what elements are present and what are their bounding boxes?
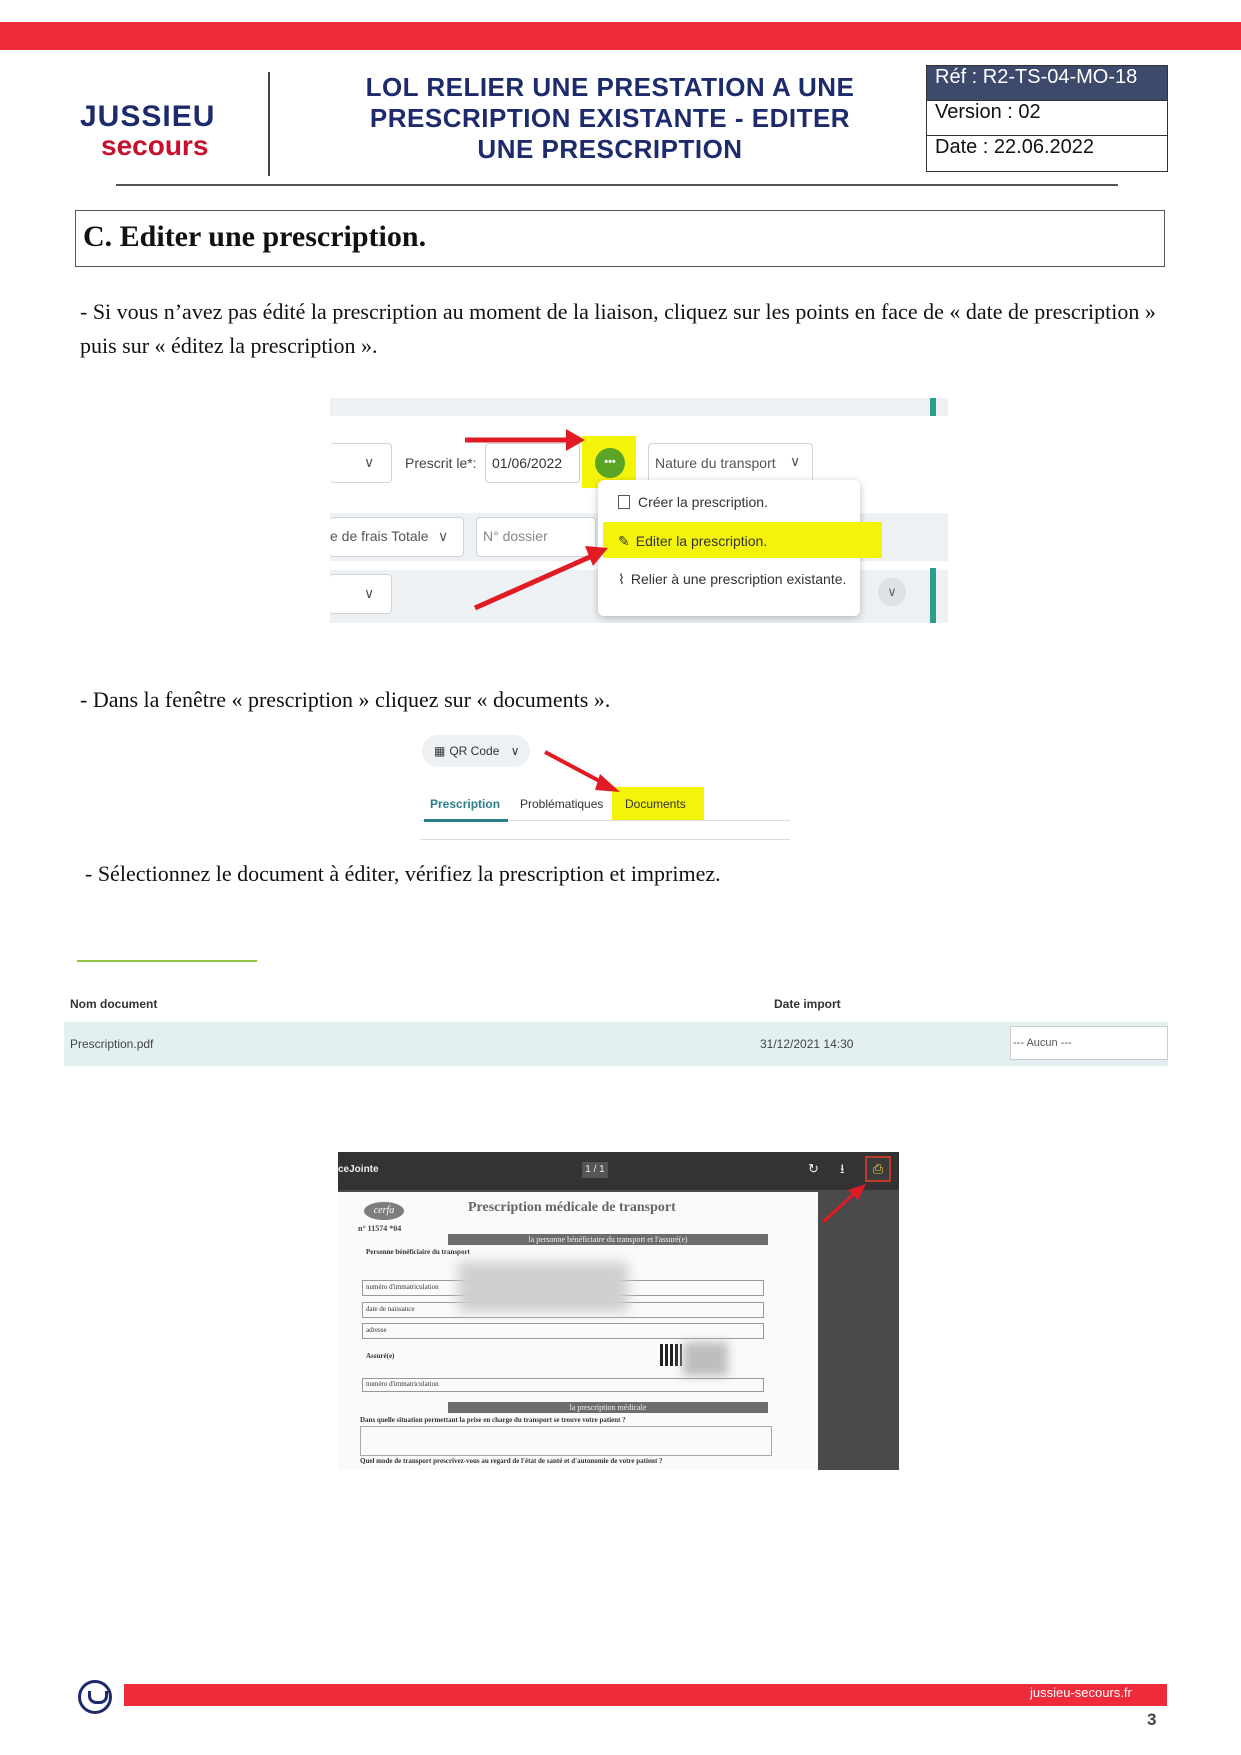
footer-url: jussieu-secours.fr	[1030, 1685, 1132, 1700]
step-3-text: - Sélectionnez le document à éditer, vérifiez la prescription et imprimez.	[85, 861, 721, 886]
screenshot-tabs	[420, 732, 790, 842]
column-header-name: Nom document	[70, 997, 158, 1011]
dossier-input[interactable]: N° dossier	[476, 517, 596, 557]
attachment-title: ceJointe	[338, 1164, 379, 1175]
menu-item-label: Editer la prescription.	[635, 533, 768, 549]
page-counter: 1 / 1	[582, 1162, 608, 1178]
section-title: C. Editer une prescription.	[83, 220, 427, 253]
form-field: numéro d'immatriculation	[366, 1380, 439, 1388]
blurred-area	[683, 1342, 728, 1376]
rotate-icon[interactable]: ↻	[808, 1161, 819, 1176]
arrow-to-documents	[545, 752, 605, 784]
qr-code-icon: ▦	[434, 744, 446, 758]
form-field: Assuré(e)	[366, 1352, 395, 1360]
tab-problematiques[interactable]: Problématiques	[520, 797, 604, 811]
document-date: 31/12/2021 14:30	[760, 1037, 854, 1051]
prescrit-label: Prescrit le*:	[405, 455, 477, 471]
pdf-page	[338, 1192, 818, 1470]
section-band-1: la personne bénéficiaire du transport et l'assuré(e)	[448, 1234, 768, 1245]
header-divider	[268, 72, 270, 176]
form-field: Personne bénéficiaire du transport	[366, 1248, 470, 1256]
green-underline	[77, 960, 257, 962]
document-name[interactable]: Prescription.pdf	[70, 1037, 154, 1051]
footer-logo-icon	[78, 1680, 112, 1714]
page-number: 3	[1147, 1710, 1157, 1729]
column-header-date: Date import	[774, 997, 841, 1011]
tab-documents[interactable]: Documents	[625, 797, 686, 811]
qr-code-image	[660, 1344, 682, 1366]
document-type-select[interactable]: --- Aucun ---	[1010, 1026, 1168, 1060]
pdf-viewer	[338, 1152, 899, 1470]
frais-select[interactable]: e de frais Totale	[330, 517, 464, 557]
step-1-text: - Si vous n’avez pas édité la prescription au moment de la liaison, cliquez sur les points en face de « date de prescription » puis sur « éditez la prescription ».	[80, 299, 1156, 358]
title-line-3: UNE PRESCRIPTION	[477, 134, 743, 164]
form-number: n° 11574 *04	[358, 1224, 402, 1233]
more-options-button[interactable]: •••	[595, 448, 625, 478]
arrow-head	[595, 774, 620, 792]
arrow-head	[566, 429, 585, 451]
date: Date : 22.06.2022	[935, 136, 1095, 158]
qr-code-label: QR Code	[449, 744, 500, 758]
form-box	[360, 1426, 772, 1456]
header-rule	[116, 184, 1118, 186]
prescription-date-input[interactable]: 01/06/2022	[485, 443, 580, 483]
table-row[interactable]	[64, 1022, 1168, 1066]
form-field: numéro d'immatriculation	[366, 1283, 439, 1291]
document-meta-box	[926, 65, 1168, 172]
arrow-to-edit	[475, 556, 592, 608]
paperclip-icon: ⌇	[618, 571, 625, 587]
pencil-icon: ✎	[618, 533, 630, 549]
document-title	[300, 72, 920, 165]
cerfa-logo: cerfa	[364, 1202, 404, 1220]
print-icon[interactable]: ⎙	[865, 1156, 891, 1182]
top-red-bar	[0, 22, 1241, 50]
chevron-down-icon: ∨	[438, 528, 449, 544]
title-line-1: LOL RELIER UNE PRESTATION A UNE	[365, 72, 855, 102]
title-line-2: PRESCRIPTION EXISTANTE - EDITER	[369, 103, 851, 133]
tab-prescription[interactable]: Prescription	[430, 797, 501, 811]
screenshot-edit-menu	[330, 398, 948, 623]
logo-secours: secours	[101, 130, 209, 161]
menu-item-label: Créer la prescription.	[638, 494, 768, 510]
form-field: adresse	[366, 1326, 387, 1334]
form-title: Prescription médicale de transport	[468, 1200, 676, 1215]
red-arrows	[330, 398, 948, 623]
form-field: date de naissance	[366, 1305, 415, 1313]
section-band-2: la prescription médicale	[448, 1402, 768, 1413]
chevron-down-icon: ∨	[510, 744, 520, 758]
red-arrow	[420, 732, 790, 842]
form-box	[362, 1323, 764, 1339]
blurred-area	[458, 1262, 628, 1312]
form-question: Dans quelle situation permettant la prise en charge du transport se trouve votre patient ?	[360, 1416, 626, 1424]
chevron-down-icon: ∨	[364, 585, 375, 601]
arrow-to-print	[823, 1192, 856, 1222]
nature-transport-select[interactable]: Nature du transport	[648, 443, 813, 483]
download-icon[interactable]: ⭳	[840, 1161, 845, 1176]
menu-item-label: Relier à une prescription existante.	[630, 571, 847, 587]
chevron-down-icon: ∨	[790, 453, 801, 469]
documents-table	[64, 960, 1168, 1066]
version: Version : 02	[927, 101, 1167, 136]
chevron-down-icon[interactable]: ∨	[878, 578, 906, 606]
logo-jussieu: JUSSIEU	[80, 100, 216, 133]
chevron-down-icon: ∨	[364, 454, 375, 470]
footer-red-bar	[124, 1684, 1167, 1706]
step-2-text: - Dans la fenêtre « prescription » cliquez sur « documents ».	[80, 687, 611, 712]
form-question: Quel mode de transport prescrivez-vous au regard de l'état de santé et d'autonomie de votre patient ?	[360, 1457, 663, 1465]
logo-smile	[88, 1691, 108, 1704]
reference: Réf : R2-TS-04-MO-18	[927, 66, 1167, 101]
